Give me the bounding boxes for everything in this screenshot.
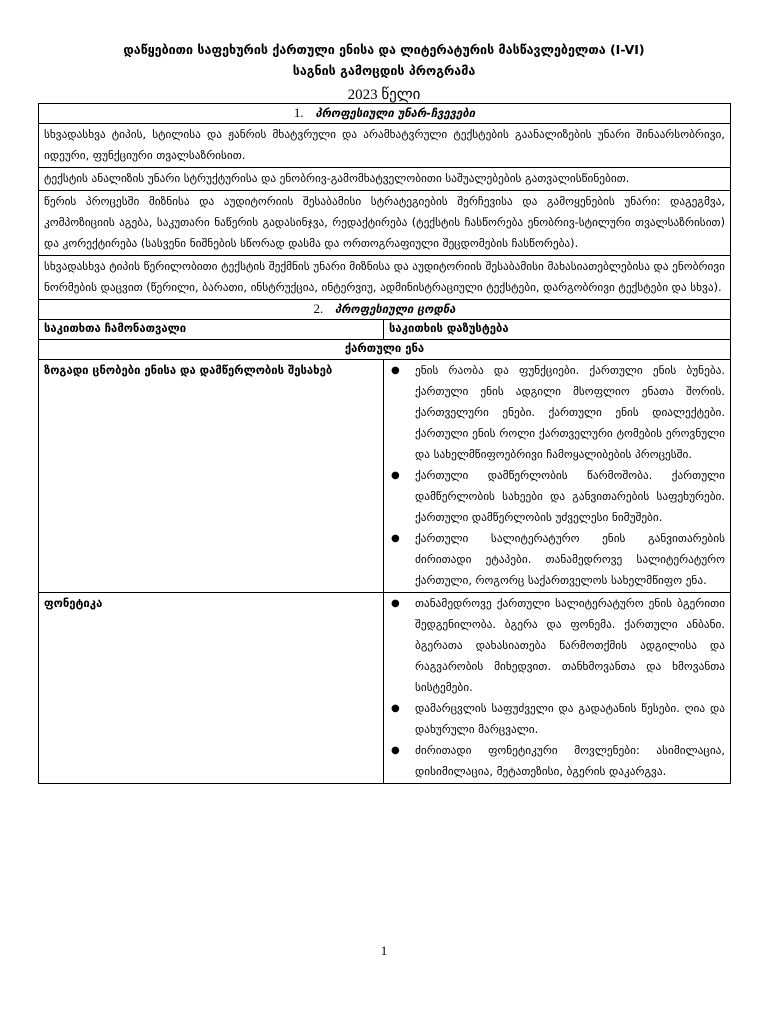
table-row: [39, 593, 731, 784]
bullet-icon: ●: [391, 533, 400, 544]
title-line-1: დაწყებითი საფეხურის ქართული ენისა და ლიტერატურის მასწავლებელთა (I-VI): [123, 42, 645, 57]
column-header-details: საკითხის დაზუსტება: [384, 320, 731, 340]
bullet-list: [389, 360, 725, 591]
details-cell: [384, 593, 731, 784]
list-item-text: ენის რაობა და ფუნქციები. ქართული ენის ბუნება. ქართული ენის ადგილი მსოფლიო ენათა შორის. ქართველური ენები. ქართული ენის დიალექტები. ქართული ენის როლი ქართველური ტომების ეროვნული და სახელმწიფოებრივი ჩამოყალიბების პროცესში.: [415, 364, 725, 461]
skill-paragraph: ტექსტის ანალიზის უნარი სტრუქტურისა და ენობრივ-გამომხატველობითი საშუალებების გათვალისწინებით.: [39, 168, 731, 191]
skill-paragraph: სხვადასხვა ტიპის, სტილისა და ჟანრის მხატვრული და არამხატვრული ტექსტების გაანალიზების უნარი შინაარსობრივი, იდეური, ფუნქციური თვალსაზრისით.: [39, 124, 731, 168]
bullet-icon: ●: [391, 598, 400, 609]
section-2-heading: [39, 300, 731, 320]
topic-cell: ზოგადი ცნობები ენისა და დამწერლობის შესახებ: [39, 360, 384, 593]
section-1-heading: [39, 104, 731, 124]
skill-paragraph: წერის პროცესში მიზნისა და აუდიტორიის შესაბამისი სტრატეგიების შერჩევისა და გამოყენების უნარი: დაგეგმვა, კომპოზიციის აგება, საკუთარი ნაწერის გადასინჯვა, რედაქტირება (ტექსტის ჩასწორება ენობრივ-სტილური თვალსაზრისით) და კორექტირება (სასვენი ნიშნების სწორად დასმა და ორთოგრაფიული შეცდომების ჩასწორება).: [39, 191, 731, 256]
document-title: [40, 39, 728, 81]
bullet-icon: ●: [391, 703, 400, 714]
bullet-icon: ●: [391, 470, 400, 481]
bullet-icon: ●: [391, 745, 400, 756]
list-item: [389, 698, 725, 740]
column-header-topics: საკითხთა ჩამონათვალი: [39, 320, 384, 340]
table-row: [39, 360, 731, 593]
section-1-title: პროფესიული უნარ-ჩვევები: [315, 107, 476, 120]
list-item: [389, 465, 725, 528]
section-2-title: პროფესიული ცოდნა: [335, 303, 456, 316]
program-table: [38, 103, 731, 784]
list-item-text: ქართული დამწერლობის წარმოშობა. ქართული დამწერლობის სახეები და განვითარების საფეხურები. ქართული დამწერლობის უძველესი ნიმუშები.: [415, 469, 725, 524]
list-item: [389, 740, 725, 782]
list-item: [389, 360, 725, 465]
details-cell: [384, 360, 731, 593]
topic-cell: ფონეტიკა: [39, 593, 384, 784]
skill-paragraph: სხვადასხვა ტიპის წერილობითი ტექსტის შექმნის უნარი მიზნისა და აუდიტორიის შესაბამისი მახასიათებლებისა და ენობრივი ნორმების დაცვით (წერილი, ბარათი, ინსტრუქცია, ინტერვიუ, ადმინისტრაციული ტექსტები, დარგობრივი ტექსტები და სხვა).: [39, 256, 731, 300]
section-1-number: 1.: [293, 105, 304, 120]
section-2-number: 2.: [313, 301, 324, 316]
list-item-text: ძირითადი ფონეტიკური მოვლენები: ასიმილაცია, დისიმილაცია, მეტათეზისი, ბგერის დაკარგვა.: [415, 744, 725, 778]
bullet-icon: ●: [391, 365, 400, 376]
list-item-text: ქართული სალიტერატურო ენის განვითარების ძირითადი ეტაპები. თანამედროვე სალიტერატურო ქართული, როგორც საქართველოს სახელმწიფო ენა.: [415, 532, 725, 587]
title-line-2: საგნის გამოცდის პროგრამა: [292, 63, 476, 78]
list-item-text: თანამედროვე ქართული სალიტერატურო ენის ბგერითი შედგენილობა. ბგერა და ფონემა. ქართული ანბანი. ბგერათა დახასიათება წარმოთქმის ადგილისა და რაგვარობის მიხედვით. თანხმოვანთა და ხმოვანთა სისტემები.: [415, 597, 725, 694]
subheading-georgian-language: ქართული ენა: [39, 340, 731, 360]
list-item: [389, 593, 725, 698]
page-number: 1: [380, 943, 388, 958]
document-year: 2023 წელი: [347, 87, 421, 103]
list-item-text: დამარცვლის საფუძველი და გადატანის წესები. ღია და დახურული მარცვალი.: [415, 702, 725, 736]
bullet-list: [389, 593, 725, 782]
list-item: [389, 528, 725, 591]
